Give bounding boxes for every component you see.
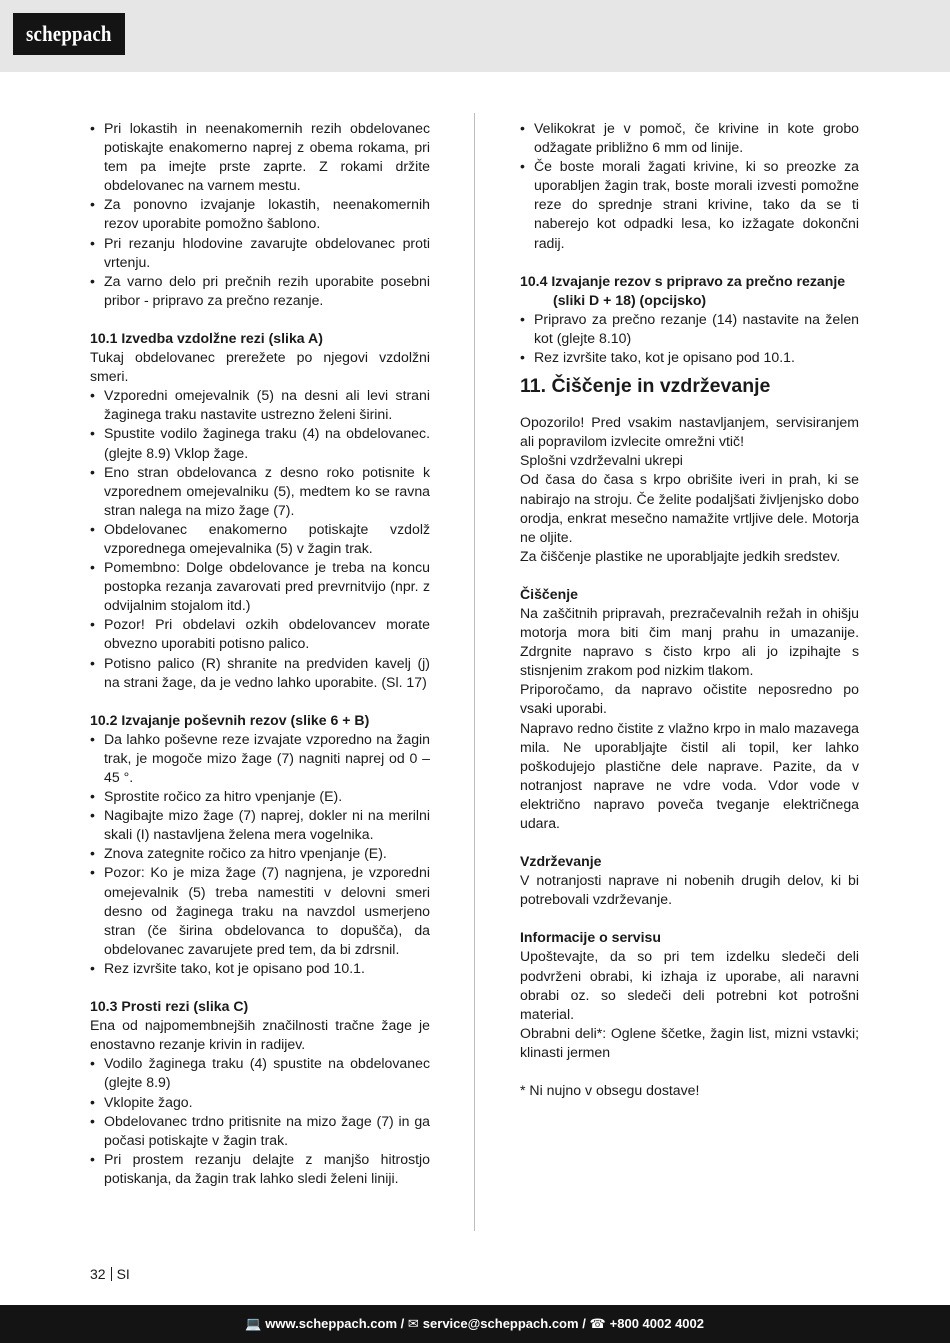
cleaning-text-3: Napravo redno čistite z vlažno krpo in malo mazavega mila. Ne uporabljajte čistil ali topil, ker lahko poškodujejo plastične dele naprave. Pazite, da v notranjost naprave ne vdre voda. Vdor vode v električno napravo poveča tveganje električnega udara.: [520, 719, 859, 831]
section-10-2-title: 10.2 Izvajanje poševnih rezov (slike 6 + B): [90, 711, 370, 728]
list-item: • Vklopite žago.: [90, 1093, 430, 1112]
curves-list: [520, 119, 859, 253]
warning-text: Opozorilo! Pred vsakim nastavljanjem, servisiranjem ali popravilom izvlecite omrežni vtič!: [520, 414, 859, 450]
cleaning-title: Čiščenje: [520, 585, 578, 602]
list-item: • Vzporedni omejevalnik (5) na desni ali levi strani žaginega traku nastavite ustrezno želeni širini.: [90, 386, 430, 424]
page-separator: [111, 1267, 112, 1281]
language-code: SI: [116, 1266, 130, 1282]
general-maintenance-text: Od časa do časa s krpo obrišite iveri in prah, ki se nabirajo na stroju. Če želite podaljšati življenjsko dobo orodja, enkrat mesečno namažite vrtljive dele. Motorja ne oljite.: [520, 471, 859, 545]
section-10-4-title-line1: 10.4 Izvajanje rezov s pripravo za prečno rezanje: [520, 272, 846, 289]
delivery-note: * Ni nujno v obsegu dostave!: [520, 1082, 700, 1099]
list-item: • Za varno delo pri prečnih rezih uporabite posebni pribor - pripravo za prečno rezanje.: [90, 272, 430, 310]
section-10-3-text: Ena od najpomembnejših značilnosti tračne žage je enostavno rezanje krivin in radijev.: [90, 1017, 430, 1053]
section-10-1-list: [90, 386, 430, 692]
phone-icon: ☎: [589, 1316, 606, 1331]
brand-logo: [13, 13, 125, 55]
cleaning-text-2: Priporočamo, da napravo očistite neposredno po vsaki uporabi.: [520, 681, 859, 717]
list-item: • Obdelovanec enakomerno potiskajte vzdolž vzporednega omejevalnika (5) v žagin trak.: [90, 520, 430, 558]
column-divider: [474, 113, 475, 1231]
page-number-footer: [90, 1265, 130, 1283]
list-item: • Pripravo za prečno rezanje (14) nastavite na želen kot (glejte 8.10): [520, 310, 859, 348]
right-column: [520, 119, 859, 1100]
list-item: • Rez izvršite tako, kot je opisano pod 10.1.: [520, 348, 859, 367]
list-item: • Za ponovno izvajanje lokastih, neenakomernih rezov uporabite pomožno šablono.: [90, 195, 430, 233]
section-10-2-list: [90, 730, 430, 978]
service-info-text-1: Upoštevajte, da so pri tem izdelku sledeči deli podvrženi obrabi, ki izhaja iz uporabe, ali naravni obrabi oz. so sledeči deli potrebni kot potrošni material.: [520, 948, 859, 1022]
service-info-title: Informacije o servisu: [520, 929, 661, 946]
section-10-1-text: Tukaj obdelovanec prerežete po njegovi vzdolžni smeri.: [90, 349, 430, 385]
left-column: [90, 119, 430, 1188]
footer-separator: /: [582, 1316, 586, 1331]
list-item: • Pri rezanju hlodovine zavarujte obdelovanec proti vrtenju.: [90, 234, 430, 272]
plastic-cleaning-text: Za čiščenje plastike ne uporabljajte jedkih sredstev.: [520, 547, 841, 564]
section-10-1-title: 10.1 Izvedba vzdolžne rezi (slika A): [90, 329, 323, 346]
section-10-4-title-line2: (sliki D + 18) (opcijsko): [553, 291, 707, 308]
list-item: • Nagibajte mizo žage (7) naprej, dokler ni na merilni skali (I) nastavljena želena mera vogelnika.: [90, 806, 430, 844]
list-item: • Rez izvršite tako, kot je opisano pod 10.1.: [90, 959, 430, 978]
list-item: • Pri prostem rezanju delajte z manjšo hitrostjo potiskanja, da žagin trak lahko sledi želeni liniji.: [90, 1150, 430, 1188]
section-10-3-title: 10.3 Prosti rezi (slika C): [90, 998, 249, 1015]
list-item: • Pozor: Ko je miza žage (7) nagnjena, je vzporedni omejevalnik (5) treba namestiti v delovni smeri desno od žaginega traku na navzdol usmerjeno stran (če širina obdelovanca to dopušča), da obdelovanec zavarujete pred tem, da bi zdrsnil.: [90, 863, 430, 958]
section-10-3-list: [90, 1054, 430, 1188]
list-item: • Spustite vodilo žaginega traku (4) na obdelovanec. (glejte 8.9) Vklop žage.: [90, 424, 430, 462]
website-link[interactable]: www.scheppach.com: [265, 1316, 398, 1331]
list-item: • Vodilo žaginega traku (4) spustite na obdelovanec (glejte 8.9): [90, 1054, 430, 1092]
section-11-title: 11. Čiščenje in vzdrževanje: [520, 375, 771, 398]
footer-separator: /: [400, 1316, 405, 1331]
list-item: • Sprostite ročico za hitro vpenjanje (E).: [90, 787, 430, 806]
list-item: • Pomembno: Dolge obdelovance je treba na koncu postopka rezanja zavarovati pred prevrnitvijo (npr. z odvijalnim stojalom itd.): [90, 558, 430, 615]
list-item: • Pri lokastih in neenakomernih rezih obdelovanec potiskajte enakomerno naprej z obema rokama, pri tem pa imejte prste zaprte. Z rokami držite obdelovanec na varnem mestu.: [90, 119, 430, 195]
maintenance-title: Vzdrževanje: [520, 853, 602, 870]
maintenance-text: V notranjosti naprave ni nobenih drugih delov, ki bi potrebovali vzdrževanje.: [520, 872, 859, 908]
list-item: • Če boste morali žagati krivine, ki so preozke za uporabljen žagin trak, boste morali izvesti pomožne reze do sprednje strani krivine, tako da se ti naberejo kot odpadki lesa, ko izžagate dokončni radij.: [520, 157, 859, 252]
section-10-4-list: [520, 310, 859, 367]
list-item: • Pozor! Pri obdelavi ozkih obdelovancev morate obvezno uporabiti potisno palico.: [90, 615, 430, 653]
header-band: [0, 0, 950, 72]
general-maintenance-label: Splošni vzdrževalni ukrepi: [520, 452, 683, 469]
email-link[interactable]: service@scheppach.com: [422, 1316, 579, 1331]
brand-logo-text: scheppach: [26, 21, 112, 46]
service-info-text-2: Obrabni deli*: Oglene ščetke, žagin list, mizni vstavki; klinasti jermen: [520, 1024, 859, 1060]
contact-footer: [0, 1305, 950, 1343]
list-item: • Znova zategnite ročico za hitro vpenjanje (E).: [90, 844, 430, 863]
phone-number[interactable]: +800 4002 4002: [609, 1316, 704, 1331]
list-item: • Potisno palico (R) shranite na predviden kavelj (j) na strani žage, da je vedno lahko uporabite. (Sl. 17): [90, 654, 430, 692]
list-item: • Velikokrat je v pomoč, če krivine in kote grobo odžagate približno 6 mm od linije.: [520, 119, 859, 157]
mail-icon: ✉: [407, 1316, 419, 1331]
cleaning-text-1: Na zaščitnih pripravah, prezračevalnih režah in ohišju motorja mora biti čim manj prahu in umazanije. Zdrgnite napravo s čisto krpo ali jo izpihajte s stisnjenim zrakom pod nizkim tlakom.: [520, 604, 859, 679]
list-item: • Da lahko poševne reze izvajate vzporedno na žagin trak, je mogoče mizo žage (7) nagniti naprej od 0 – 45 °.: [90, 730, 430, 787]
computer-icon: 💻: [245, 1316, 262, 1331]
contact-line: [245, 1316, 704, 1332]
page-number: 32: [90, 1266, 106, 1282]
list-item: • Eno stran obdelovanca z desno roko potisnite k vzporednem omejevalniku (5), medtem ko se ravna stran nalega na mizo žage (7).: [90, 463, 430, 520]
section-10-4-title: [520, 272, 859, 310]
intro-list: [90, 119, 430, 310]
list-item: • Obdelovanec trdno pritisnite na mizo žage (7) in ga počasi potiskajte v žagin trak.: [90, 1112, 430, 1150]
